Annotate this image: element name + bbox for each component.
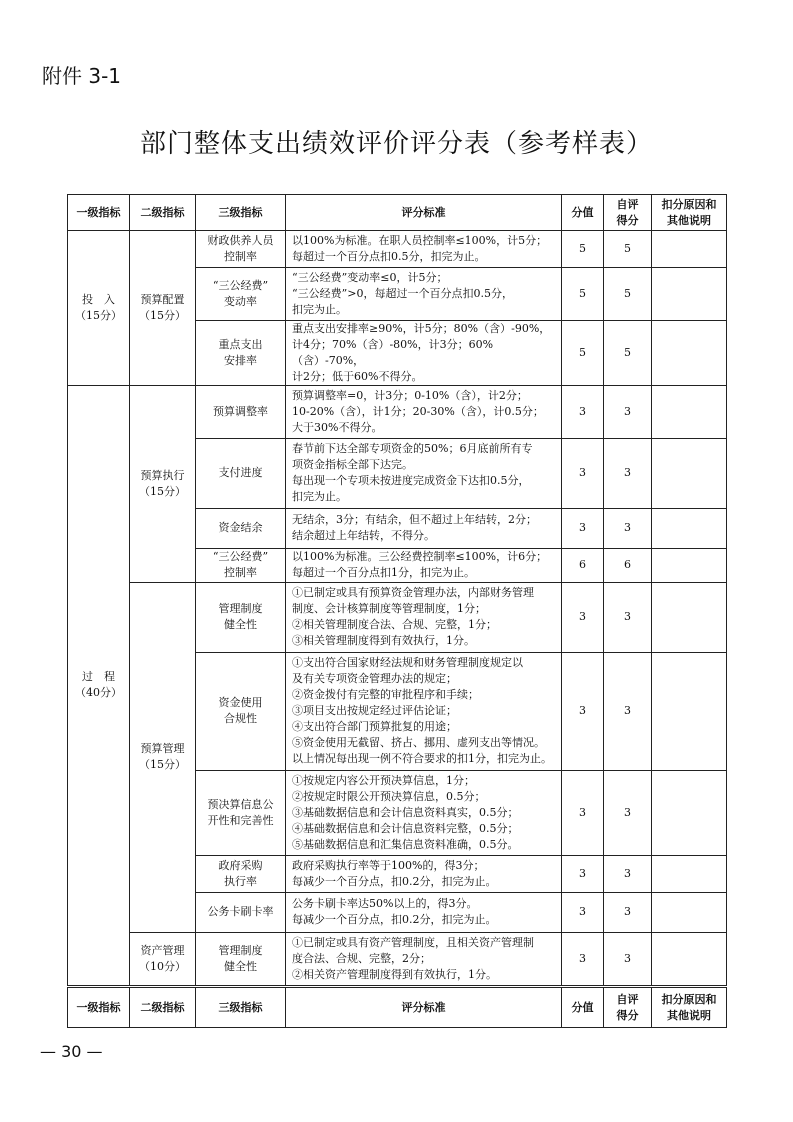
header-level3: 三级指标 — [196, 988, 286, 1028]
self-score-cell: 3 — [604, 652, 652, 770]
deduction-cell — [652, 892, 727, 932]
subgroup-budget-config: 预算配置 （15分） — [130, 231, 196, 386]
level3-cell: 管理制度 健全性 — [196, 932, 286, 985]
attachment-label: 附件 3-1 — [42, 64, 122, 88]
header-level2: 二级指标 — [130, 988, 196, 1028]
header-level1: 一级指标 — [68, 988, 130, 1028]
table-row — [68, 582, 727, 652]
deduction-cell — [652, 932, 727, 985]
header-standard: 评分标准 — [286, 988, 562, 1028]
deduction-cell — [652, 268, 727, 321]
self-score-cell: 5 — [604, 231, 652, 268]
self-score-cell: 3 — [604, 438, 652, 508]
standard-cell: ①支出符合国家财经法规和财务管理制度规定以 及有关专项资金管理办法的规定； ②资金拨付有完整的审批程序和手续； ③项目支出按规定经过评估论证； ④支出符合部门预算批复的用途； ⑤资金使用无截留、挤占、挪用、虚列支出等情况。 以上情况每出现一例不符合要求的扣1分，扣完为止。 — [286, 652, 562, 770]
header-standard: 评分标准 — [286, 195, 562, 231]
score-table — [67, 194, 727, 986]
deduction-cell — [652, 231, 727, 268]
self-score-cell: 3 — [604, 932, 652, 985]
table-row — [68, 231, 727, 268]
standard-cell: 政府采购执行率等于100%的，得3分； 每减少一个百分点，扣0.2分，扣完为止。 — [286, 855, 562, 892]
score-cell: 5 — [562, 321, 604, 386]
self-score-cell: 5 — [604, 321, 652, 386]
level3-cell: “三公经费” 变动率 — [196, 268, 286, 321]
score-cell: 6 — [562, 548, 604, 582]
deduction-cell — [652, 438, 727, 508]
header-score: 分值 — [562, 988, 604, 1028]
level3-cell: 公务卡刷卡率 — [196, 892, 286, 932]
header-self-score: 自评 得分 — [604, 195, 652, 231]
standard-cell: “三公经费”变动率≤0，计5分； “三公经费”>0，每超过一个百分点扣0.5分， 扣完为止。 — [286, 268, 562, 321]
group-input: 投 入 （15分） — [68, 231, 130, 386]
level3-cell: 资金结余 — [196, 508, 286, 548]
self-score-cell: 3 — [604, 892, 652, 932]
self-score-cell: 3 — [604, 508, 652, 548]
subgroup-asset-mgmt: 资产管理 （10分） — [130, 932, 196, 985]
header-deduction-notes: 扣分原因和 其他说明 — [652, 988, 727, 1028]
self-score-cell: 5 — [604, 268, 652, 321]
self-score-cell: 3 — [604, 855, 652, 892]
standard-cell: 以100%为标准。在职人员控制率≤100%，计5分； 每超过一个百分点扣0.5分，扣完为止。 — [286, 231, 562, 268]
standard-cell: 公务卡刷卡率达50%以上的，得3分。 每减少一个百分点，扣0.2分，扣完为止。 — [286, 892, 562, 932]
standard-cell: 以100%为标准。三公经费控制率≤100%，计6分； 每超过一个百分点扣1分，扣完为止。 — [286, 548, 562, 582]
self-score-cell: 3 — [604, 385, 652, 438]
table-row — [68, 932, 727, 985]
deduction-cell — [652, 855, 727, 892]
level3-cell: 政府采购 执行率 — [196, 855, 286, 892]
level3-cell: 管理制度 健全性 — [196, 582, 286, 652]
header-level2: 二级指标 — [130, 195, 196, 231]
level3-cell: 预决算信息公 开性和完善性 — [196, 770, 286, 855]
level3-cell: 重点支出 安排率 — [196, 321, 286, 386]
level3-cell: 预算调整率 — [196, 385, 286, 438]
score-cell: 3 — [562, 508, 604, 548]
score-cell: 3 — [562, 385, 604, 438]
score-cell: 3 — [562, 770, 604, 855]
header-self-score: 自评 得分 — [604, 988, 652, 1028]
header-deduction-notes: 扣分原因和 其他说明 — [652, 195, 727, 231]
continued-header-table — [67, 987, 727, 1028]
deduction-cell — [652, 321, 727, 386]
standard-cell: 春节前下达全部专项资金的50%；6月底前所有专 项资金指标全部下达完。 每出现一个专项未按进度完成资金下达扣0.5分， 扣完为止。 — [286, 438, 562, 508]
level3-cell: 支付进度 — [196, 438, 286, 508]
standard-cell: 重点支出安排率≥90%，计5分；80%（含）-90%， 计4分；70%（含）-80%，计3分；60%（含）-70%， 计2分；低于60%不得分。 — [286, 321, 562, 386]
score-cell: 3 — [562, 855, 604, 892]
self-score-cell: 3 — [604, 582, 652, 652]
header-score: 分值 — [562, 195, 604, 231]
deduction-cell — [652, 548, 727, 582]
header-level1: 一级指标 — [68, 195, 130, 231]
self-score-cell: 3 — [604, 770, 652, 855]
group-process: 过 程 （40分） — [68, 385, 130, 985]
level3-cell: “三公经费” 控制率 — [196, 548, 286, 582]
standard-cell: 预算调整率=0，计3分；0-10%（含），计2分； 10-20%（含），计1分；20-30%（含），计0.5分； 大于30%不得分。 — [286, 385, 562, 438]
table-row — [68, 385, 727, 438]
standard-cell: 无结余，3分；有结余，但不超过上年结转，2分； 结余超过上年结转，不得分。 — [286, 508, 562, 548]
self-score-cell: 6 — [604, 548, 652, 582]
deduction-cell — [652, 652, 727, 770]
subgroup-budget-mgmt: 预算管理 （15分） — [130, 582, 196, 932]
page-title: 部门整体支出绩效评价评分表（参考样表） — [139, 129, 653, 159]
standard-cell: ①已制定或具有资产管理制度，且相关资产管理制 度合法、合规、完整，2分； ②相关资产管理制度得到有效执行，1分。 — [286, 932, 562, 985]
score-cell: 3 — [562, 582, 604, 652]
score-cell: 5 — [562, 268, 604, 321]
standard-cell: ①按规定内容公开预决算信息，1分； ②按规定时限公开预决算信息，0.5分； ③基础数据信息和会计信息资料真实，0.5分； ④基础数据信息和会计信息资料完整，0.5分； ⑤基础数据信息和汇集信息资料准确，0.5分。 — [286, 770, 562, 855]
deduction-cell — [652, 385, 727, 438]
score-cell: 3 — [562, 892, 604, 932]
page-number: — 30 — — [40, 1042, 103, 1061]
level3-cell: 财政供养人员 控制率 — [196, 231, 286, 268]
subgroup-budget-exec: 预算执行 （15分） — [130, 385, 196, 582]
score-cell: 3 — [562, 932, 604, 985]
header-level3: 三级指标 — [196, 195, 286, 231]
standard-cell: ①已制定或具有预算资金管理办法，内部财务管理 制度、会计核算制度等管理制度，1分； ②相关管理制度合法、合规、完整，1分； ③相关管理制度得到有效执行，1分。 — [286, 582, 562, 652]
table-header-row — [68, 195, 727, 231]
table-header-row — [68, 988, 727, 1028]
level3-cell: 资金使用 合规性 — [196, 652, 286, 770]
deduction-cell — [652, 582, 727, 652]
score-cell: 3 — [562, 652, 604, 770]
deduction-cell — [652, 508, 727, 548]
deduction-cell — [652, 770, 727, 855]
score-cell: 3 — [562, 438, 604, 508]
score-cell: 5 — [562, 231, 604, 268]
